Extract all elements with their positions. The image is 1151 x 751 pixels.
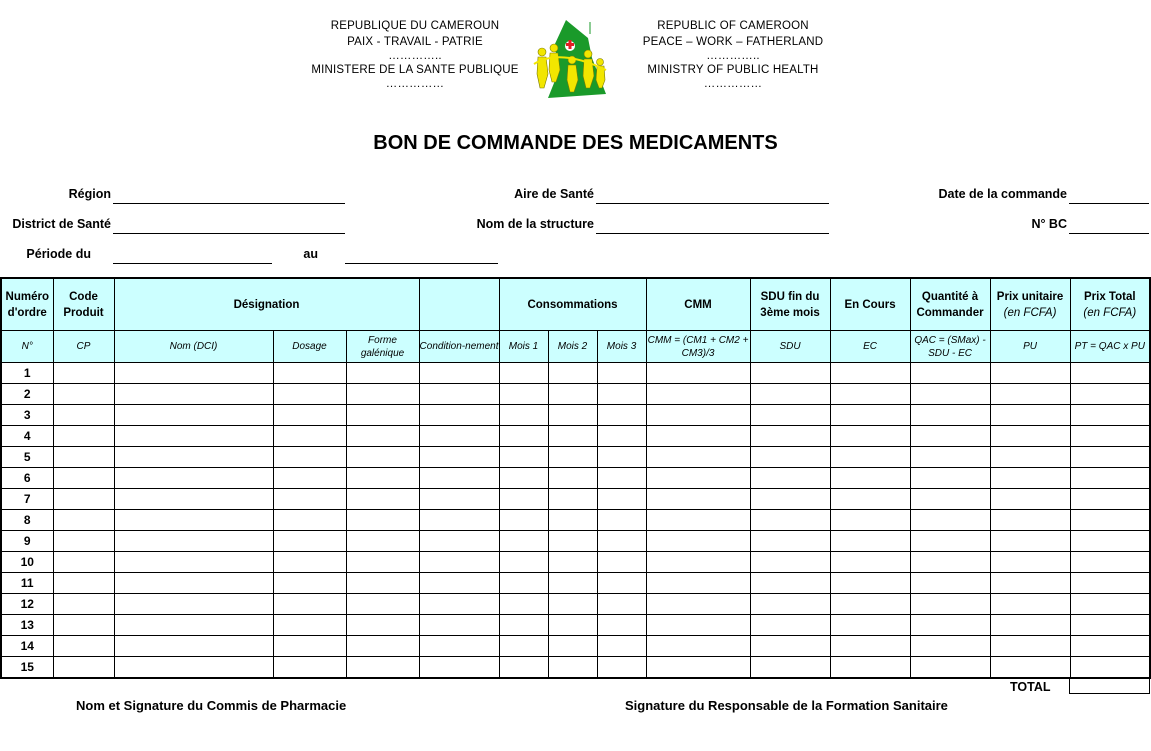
table-cell[interactable] [910,468,990,489]
col-encours: En Cours [830,278,910,331]
header-right-line: MINISTRY OF PUBLIC HEALTH [647,64,819,76]
row-number: 10 [1,552,53,573]
table-cell[interactable] [346,363,419,384]
table-cell[interactable] [750,384,830,405]
header-right-line: ………….. [706,50,760,62]
subheader-cell: Dosage [273,331,346,363]
table-cell[interactable] [346,489,419,510]
table-cell[interactable] [114,510,273,531]
table-cell[interactable] [53,468,114,489]
table-cell[interactable] [499,447,548,468]
table-cell[interactable] [548,405,597,426]
table-cell[interactable] [910,489,990,510]
table-cell[interactable] [273,447,346,468]
table-header-row [1,278,1150,331]
table-cell[interactable] [830,426,910,447]
date-field[interactable] [1069,203,1149,204]
table-cell[interactable] [646,426,750,447]
table-cell[interactable] [990,489,1070,510]
table-cell[interactable] [990,636,1070,657]
table-cell[interactable] [53,510,114,531]
row-number: 11 [1,573,53,594]
table-cell[interactable] [750,447,830,468]
table-cell[interactable] [597,573,646,594]
table-cell[interactable] [990,510,1070,531]
signature-responsable: Signature du Responsable de la Formation Sanitaire [625,698,948,713]
nbc-field[interactable] [1069,233,1149,234]
structure-field[interactable] [596,233,829,234]
subheader-cell: QAC = (SMax) - SDU - EC [910,331,990,363]
table-cell[interactable] [1070,510,1150,531]
table-cell[interactable] [419,426,499,447]
table-cell[interactable] [273,657,346,679]
table-cell[interactable] [114,384,273,405]
table-row [1,426,1150,447]
col-empty [419,278,499,331]
table-cell[interactable] [910,573,990,594]
col-cmm: CMM [646,278,750,331]
table-cell[interactable] [646,489,750,510]
table-cell[interactable] [597,657,646,679]
table-cell[interactable] [750,363,830,384]
table-cell[interactable] [273,384,346,405]
table-cell[interactable] [499,510,548,531]
table-cell[interactable] [910,552,990,573]
table-cell[interactable] [499,426,548,447]
table-cell[interactable] [750,468,830,489]
table-cell[interactable] [273,594,346,615]
ministry-logo-icon [530,18,608,100]
table-cell[interactable] [990,468,1070,489]
subheader-cell: N° [1,331,53,363]
row-number: 4 [1,426,53,447]
table-cell[interactable] [548,531,597,552]
table-cell[interactable] [419,573,499,594]
col-code: Code Produit [53,278,114,331]
aire-field[interactable] [596,203,829,204]
table-cell[interactable] [750,405,830,426]
table-cell[interactable] [830,468,910,489]
table-cell[interactable] [419,405,499,426]
table-cell[interactable] [910,447,990,468]
table-cell[interactable] [910,594,990,615]
table-cell[interactable] [273,489,346,510]
row-number: 12 [1,594,53,615]
table-cell[interactable] [910,363,990,384]
table-cell[interactable] [53,636,114,657]
region-field[interactable] [113,203,345,204]
table-cell[interactable] [646,384,750,405]
table-cell[interactable] [53,405,114,426]
table-cell[interactable] [990,552,1070,573]
row-number: 1 [1,363,53,384]
table-cell[interactable] [646,552,750,573]
table-cell[interactable] [1070,552,1150,573]
header-left-line: PAIX - TRAVAIL - PATRIE [347,36,483,48]
header-left-line: MINISTERE DE LA SANTE PUBLIQUE [311,64,519,76]
row-number: 6 [1,468,53,489]
header-left-line: REPUBLIQUE DU CAMEROUN [330,20,500,32]
table-cell[interactable] [346,405,419,426]
table-cell[interactable] [548,552,597,573]
table-cell[interactable] [419,657,499,679]
table-cell[interactable] [419,552,499,573]
table-cell[interactable] [830,636,910,657]
table-cell[interactable] [830,615,910,636]
table-cell[interactable] [597,636,646,657]
table-cell[interactable] [346,594,419,615]
table-cell[interactable] [1070,468,1150,489]
page-title: BON DE COMMANDE DES MEDICAMENTS [373,132,778,154]
table-cell[interactable] [597,363,646,384]
subheader-cell: Nom (DCI) [114,331,273,363]
subheader-cell: Forme galénique [346,331,419,363]
table-cell[interactable] [597,447,646,468]
table-cell[interactable] [646,468,750,489]
table-cell[interactable] [597,489,646,510]
table-row [1,468,1150,489]
table-cell[interactable] [597,615,646,636]
table-cell[interactable] [114,594,273,615]
table-cell[interactable] [53,657,114,679]
subheader-cell: Mois 3 [597,331,646,363]
table-cell[interactable] [499,363,548,384]
table-cell[interactable] [499,552,548,573]
table-cell[interactable] [346,426,419,447]
table-cell[interactable] [548,657,597,679]
table-cell[interactable] [990,573,1070,594]
total-field[interactable] [1069,677,1150,694]
table-cell[interactable] [830,657,910,679]
table-cell[interactable] [597,531,646,552]
header-left-line: …………… [385,78,445,90]
table-row [1,552,1150,573]
table-cell[interactable] [273,426,346,447]
table-cell[interactable] [910,636,990,657]
table-cell[interactable] [499,405,548,426]
table-cell[interactable] [597,552,646,573]
table-row [1,657,1150,679]
col-sdu: SDU fin du 3ème mois [750,278,830,331]
periode-from-field[interactable] [113,263,272,264]
table-cell[interactable] [346,531,419,552]
row-number: 14 [1,636,53,657]
table-cell[interactable] [499,489,548,510]
table-cell[interactable] [53,594,114,615]
table-cell[interactable] [499,531,548,552]
table-cell[interactable] [750,510,830,531]
table-cell[interactable] [114,657,273,679]
table-cell[interactable] [53,552,114,573]
table-cell[interactable] [53,363,114,384]
subheader-cell: CMM = (CM1 + CM2 + CM3)/3 [646,331,750,363]
table-cell[interactable] [499,657,548,679]
table-cell[interactable] [273,615,346,636]
subheader-cell: PT = QAC x PU [1070,331,1150,363]
table-cell[interactable] [990,615,1070,636]
table-cell[interactable] [750,426,830,447]
col-consommations: Consommations [499,278,646,331]
table-cell[interactable] [419,594,499,615]
total-label: TOTAL [1010,680,1051,694]
table-cell[interactable] [1070,363,1150,384]
table-cell[interactable] [548,615,597,636]
table-cell[interactable] [499,636,548,657]
table-cell[interactable] [499,573,548,594]
table-cell[interactable] [830,384,910,405]
table-cell[interactable] [990,384,1070,405]
table-cell[interactable] [830,531,910,552]
signature-commis: Nom et Signature du Commis de Pharmacie [76,698,347,713]
header-right [612,18,854,90]
table-cell[interactable] [53,573,114,594]
table-row [1,615,1150,636]
table-cell[interactable] [646,405,750,426]
subheader-cell: CP [53,331,114,363]
table-cell[interactable] [548,573,597,594]
table-row [1,447,1150,468]
table-cell[interactable] [346,468,419,489]
table-cell[interactable] [273,405,346,426]
table-cell[interactable] [273,552,346,573]
table-cell[interactable] [114,552,273,573]
col-quantite: Quantité à Commander [910,278,990,331]
header-right-line: REPUBLIC OF CAMEROON [657,20,809,32]
table-cell[interactable] [830,510,910,531]
table-cell[interactable] [419,489,499,510]
col-pt: Prix Total (en FCFA) [1070,278,1150,331]
table-cell[interactable] [419,615,499,636]
subheader-cell: Mois 2 [548,331,597,363]
table-cell[interactable] [646,447,750,468]
row-number: 13 [1,615,53,636]
table-cell[interactable] [548,447,597,468]
table-cell[interactable] [346,636,419,657]
table-row [1,489,1150,510]
col-designation: Désignation [114,278,419,331]
table-cell[interactable] [114,363,273,384]
table-cell[interactable] [990,363,1070,384]
district-field[interactable] [113,233,345,234]
table-cell[interactable] [990,426,1070,447]
table-cell[interactable] [1070,636,1150,657]
header-right-line: PEACE – WORK – FATHERLAND [642,36,824,48]
table-cell[interactable] [910,510,990,531]
table-cell[interactable] [114,468,273,489]
header-right-line: …………… [703,78,763,90]
table-cell[interactable] [597,468,646,489]
table-cell[interactable] [346,447,419,468]
table-cell[interactable] [990,405,1070,426]
row-number: 5 [1,447,53,468]
table-cell[interactable] [273,510,346,531]
table-cell[interactable] [346,573,419,594]
table-cell[interactable] [548,594,597,615]
table-cell[interactable] [273,363,346,384]
table-cell[interactable] [750,489,830,510]
row-number: 15 [1,657,53,679]
table-cell[interactable] [1070,615,1150,636]
subheader-cell: PU [990,331,1070,363]
table-cell[interactable] [1070,426,1150,447]
table-cell[interactable] [273,468,346,489]
subheader-cell: SDU [750,331,830,363]
table-cell[interactable] [597,384,646,405]
table-cell[interactable] [114,405,273,426]
table-cell[interactable] [499,384,548,405]
table-cell[interactable] [830,552,910,573]
table-cell[interactable] [910,426,990,447]
table-cell[interactable] [346,552,419,573]
table-cell[interactable] [750,615,830,636]
table-cell[interactable] [910,405,990,426]
table-row [1,573,1150,594]
table-cell[interactable] [597,594,646,615]
table-cell[interactable] [597,405,646,426]
table-cell[interactable] [548,384,597,405]
table-cell[interactable] [646,594,750,615]
col-numero: Numéro d'ordre [1,278,53,331]
table-cell[interactable] [53,531,114,552]
table-row [1,384,1150,405]
table-cell[interactable] [1070,531,1150,552]
table-cell[interactable] [750,573,830,594]
table-cell[interactable] [273,636,346,657]
header-left-line: ………….. [388,50,442,62]
table-cell[interactable] [830,594,910,615]
table-cell[interactable] [548,489,597,510]
table-cell[interactable] [990,657,1070,679]
table-cell[interactable] [419,531,499,552]
row-number: 7 [1,489,53,510]
table-cell[interactable] [114,636,273,657]
table-cell[interactable] [1070,657,1150,679]
table-cell[interactable] [499,594,548,615]
table-cell[interactable] [548,636,597,657]
periode-to-field[interactable] [345,263,498,264]
table-cell[interactable] [114,426,273,447]
table-cell[interactable] [910,657,990,679]
table-cell[interactable] [1070,594,1150,615]
table-cell[interactable] [114,531,273,552]
table-cell[interactable] [646,636,750,657]
row-number: 8 [1,510,53,531]
subheader-cell: Mois 1 [499,331,548,363]
table-cell[interactable] [830,489,910,510]
table-cell[interactable] [499,468,548,489]
row-number: 9 [1,531,53,552]
header-left [290,18,540,90]
table-row [1,405,1150,426]
table-cell[interactable] [646,573,750,594]
table-cell[interactable] [646,615,750,636]
table-cell[interactable] [750,552,830,573]
table-cell[interactable] [346,657,419,679]
table-row [1,636,1150,657]
row-number: 2 [1,384,53,405]
subheader-cell: Condition-nement [419,331,499,363]
table-cell[interactable] [830,405,910,426]
table-cell[interactable] [548,363,597,384]
table-cell[interactable] [750,657,830,679]
table-cell[interactable] [1070,447,1150,468]
row-number: 3 [1,405,53,426]
table-cell[interactable] [419,447,499,468]
table-cell[interactable] [548,510,597,531]
table-cell[interactable] [1070,573,1150,594]
table-cell[interactable] [53,489,114,510]
table-cell[interactable] [750,531,830,552]
table-cell[interactable] [419,384,499,405]
table-cell[interactable] [548,426,597,447]
table-cell[interactable] [646,510,750,531]
table-cell[interactable] [273,531,346,552]
table-cell[interactable] [830,447,910,468]
table-cell[interactable] [750,594,830,615]
table-cell[interactable] [597,426,646,447]
table-cell[interactable] [910,615,990,636]
table-cell[interactable] [53,426,114,447]
table-cell[interactable] [990,531,1070,552]
table-cell[interactable] [1070,489,1150,510]
table-row [1,363,1150,384]
table-cell[interactable] [114,489,273,510]
table-cell[interactable] [419,468,499,489]
table-cell[interactable] [114,447,273,468]
table-cell[interactable] [419,363,499,384]
table-row [1,531,1150,552]
table-cell[interactable] [346,384,419,405]
col-pu: Prix unitaire (en FCFA) [990,278,1070,331]
table-cell[interactable] [1070,405,1150,426]
table-cell[interactable] [346,615,419,636]
table-cell[interactable] [548,468,597,489]
table-cell[interactable] [53,615,114,636]
table-cell[interactable] [990,594,1070,615]
table-cell[interactable] [273,573,346,594]
table-row [1,510,1150,531]
table-cell[interactable] [830,363,910,384]
table-cell[interactable] [114,615,273,636]
table-cell[interactable] [646,657,750,679]
table-cell[interactable] [910,531,990,552]
table-cell[interactable] [646,531,750,552]
table-subheader-row [1,331,1150,363]
order-table [0,277,1151,679]
subheader-cell: EC [830,331,910,363]
table-cell[interactable] [750,636,830,657]
table-cell[interactable] [646,363,750,384]
table-cell[interactable] [910,384,990,405]
table-cell[interactable] [53,384,114,405]
table-cell[interactable] [830,573,910,594]
table-cell[interactable] [419,636,499,657]
table-cell[interactable] [990,447,1070,468]
table-cell[interactable] [419,510,499,531]
table-cell[interactable] [1070,384,1150,405]
table-cell[interactable] [114,573,273,594]
table-cell[interactable] [499,615,548,636]
table-row [1,594,1150,615]
table-cell[interactable] [346,510,419,531]
table-cell[interactable] [597,510,646,531]
table-cell[interactable] [53,447,114,468]
